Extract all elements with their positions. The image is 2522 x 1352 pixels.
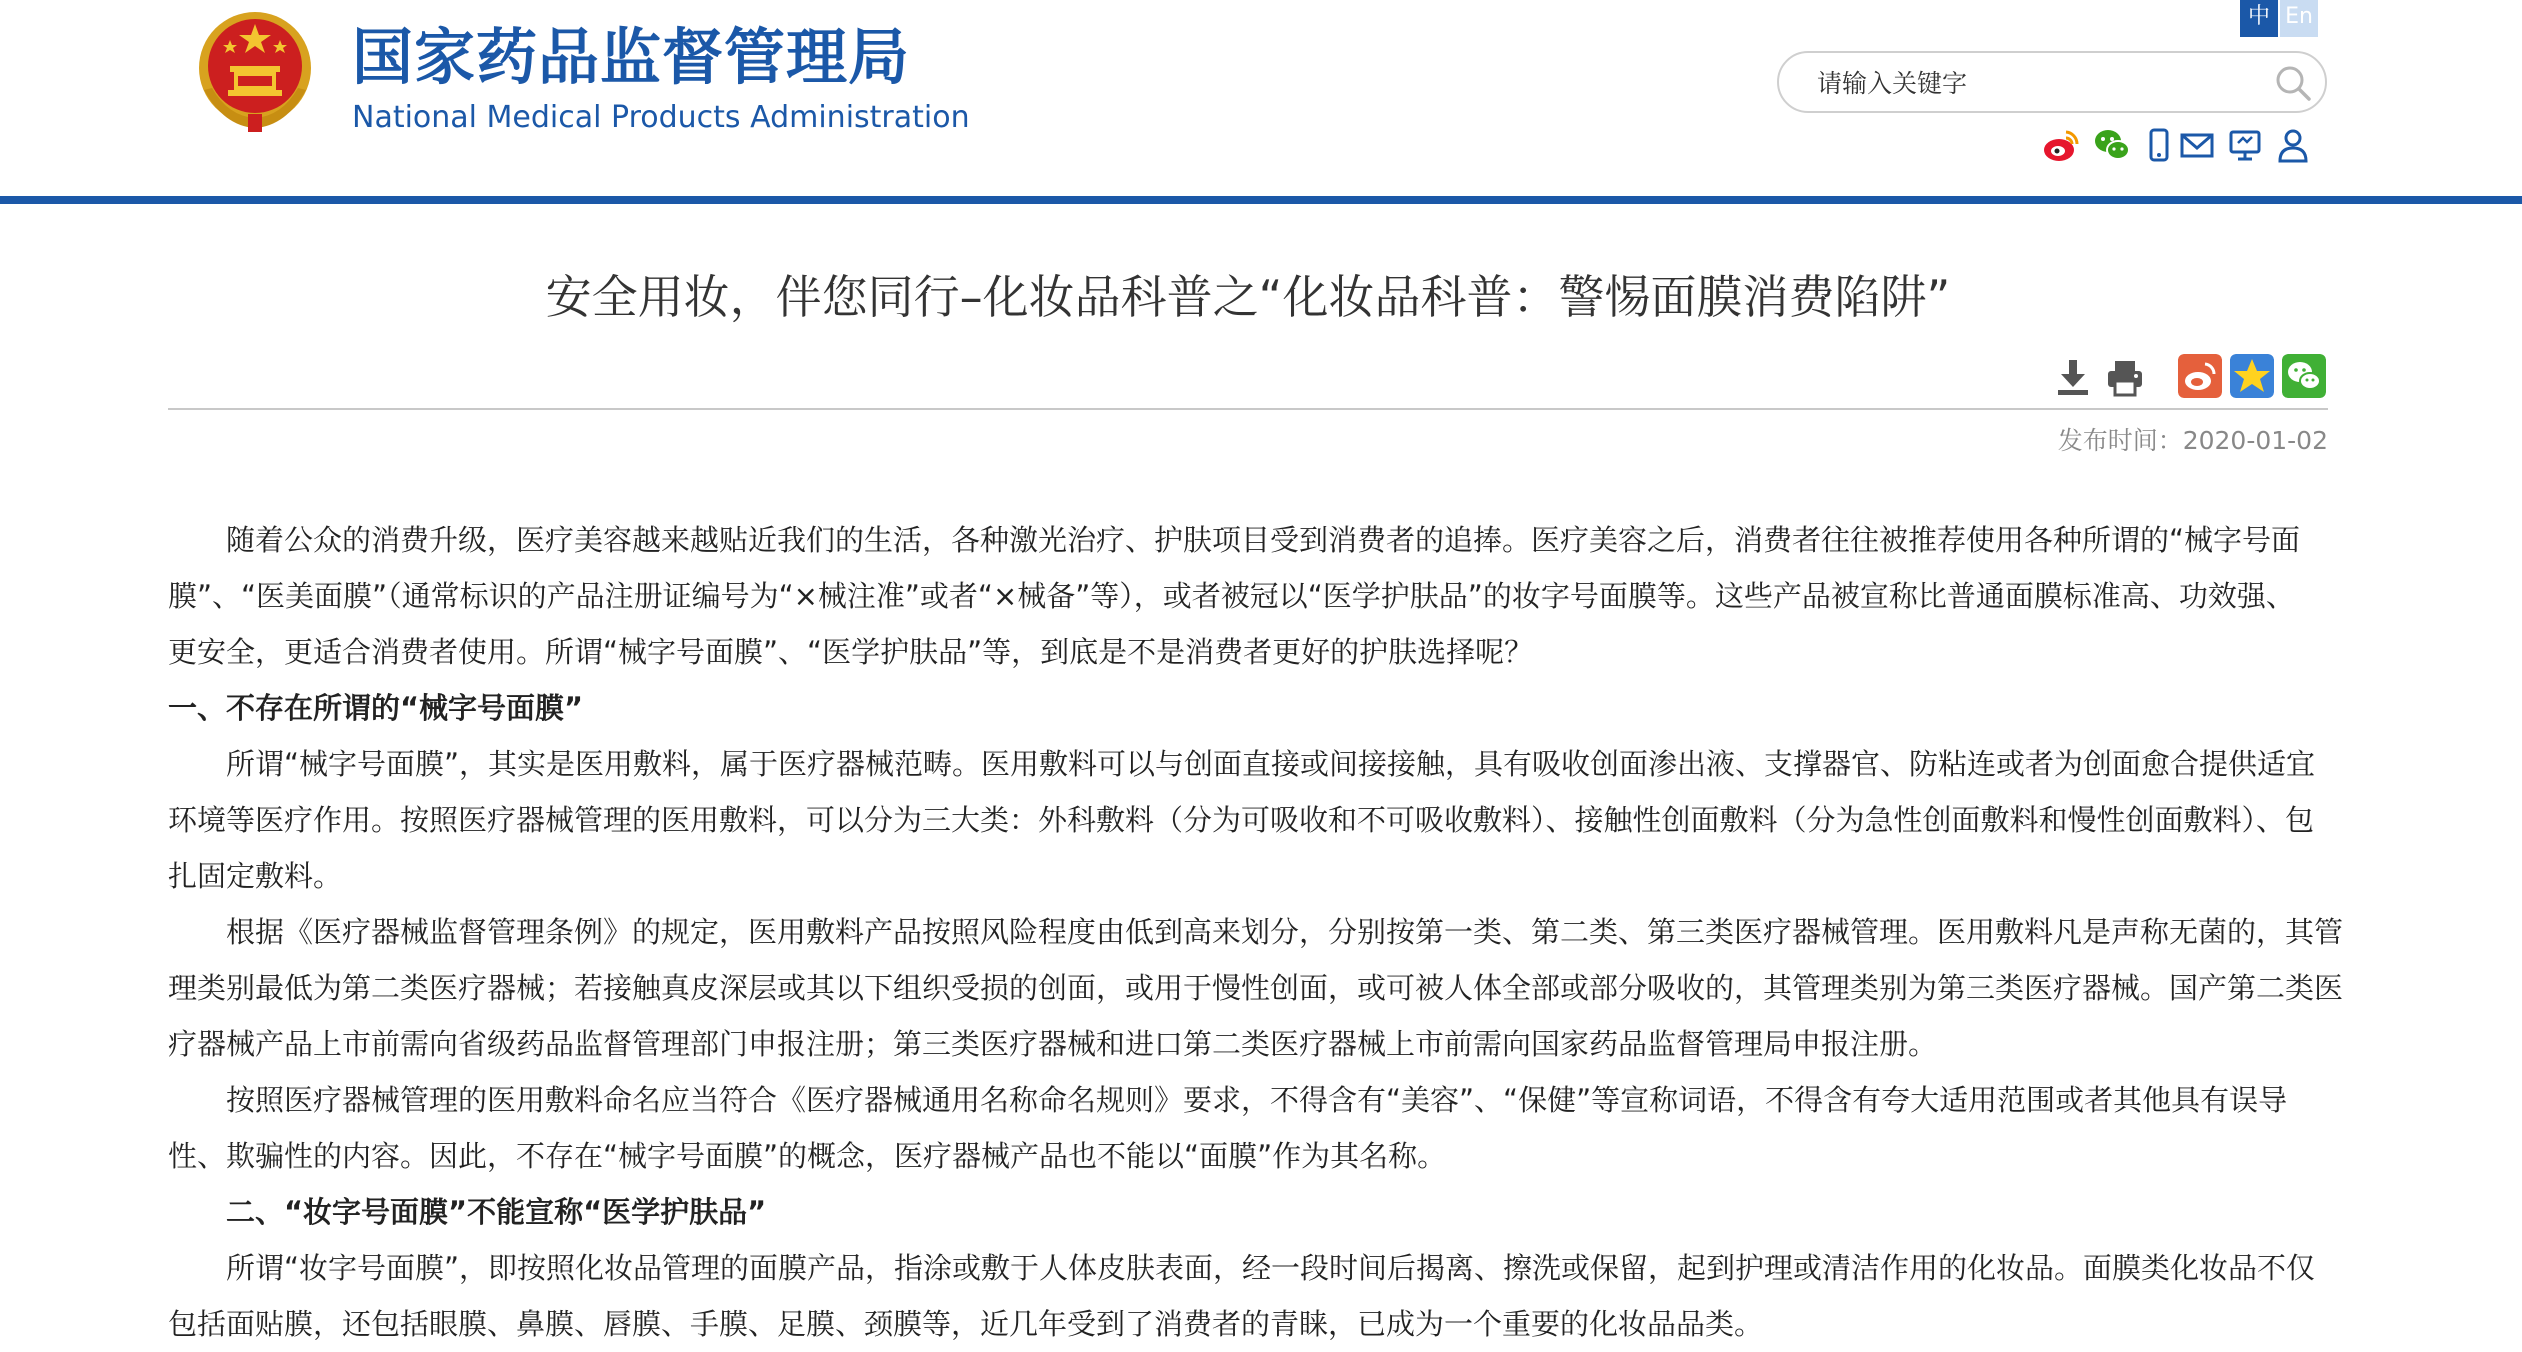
header-divider xyxy=(0,196,2522,204)
article-line: 随着公众的消费升级，医疗美容越来越贴近我们的生活，各种激光治疗、护肤项目受到消费者的追捧。医疗美容之后，消费者往往被推荐使用各种所谓的“械字号面 xyxy=(226,523,2301,557)
download-icon[interactable] xyxy=(2054,356,2092,398)
user-icon[interactable] xyxy=(2274,126,2312,164)
article-line: 理类别最低为第二类医疗器械；若接触真皮深层或其以下组织受损的创面，或用于慢性创面，或可被人体全部或部分吸收的，其管理类别为第三类医疗器械。国产第二类医 xyxy=(168,971,2344,1005)
national-emblem-icon[interactable] xyxy=(194,10,316,134)
article-line: 所谓“妆字号面膜”，即按照化妆品管理的面膜产品，指涂或敷于人体皮肤表面，经一段时间后揭离、擦洗或保留，起到护理或清洁作用的化妆品。面膜类化妆品不仅 xyxy=(226,1251,2316,1285)
wechat-share-icon[interactable] xyxy=(2282,354,2326,398)
section-heading: 一、不存在所谓的“械字号面膜” xyxy=(168,691,584,725)
language-zh-button[interactable]: 中 xyxy=(2240,0,2278,37)
article-line: 扎固定敷料。 xyxy=(168,859,343,893)
mobile-icon[interactable] xyxy=(2140,126,2178,164)
mail-icon[interactable] xyxy=(2178,126,2216,164)
article-line: 按照医疗器械管理的医用敷料命名应当符合《医疗器械通用名称命名规则》要求，不得含有“美容”、“保健”等宣称词语，不得含有夸大适用范围或者其他具有误导 xyxy=(226,1083,2288,1117)
site-name-en[interactable]: National Medical Products Administration xyxy=(352,100,970,135)
article-line: 环境等医疗作用。按照医疗器械管理的医用敷料，可以分为三大类：外科敷料（分为可吸收和不可吸收敷料）、接触性创面敷料（分为急性创面敷料和慢性创面敷料）、包 xyxy=(168,803,2315,837)
search-box xyxy=(1777,51,2327,113)
weibo-icon[interactable] xyxy=(2042,126,2080,164)
qzone-share-icon[interactable] xyxy=(2230,354,2274,398)
search-input[interactable] xyxy=(1815,61,2259,105)
monitor-icon[interactable] xyxy=(2226,126,2264,164)
search-icon[interactable] xyxy=(2273,63,2313,103)
article-line: 膜”、“医美面膜”（通常标识的产品注册证编号为“×械注准”或者“×械备”等），或者被冠以“医学护肤品”的妆字号面膜等。这些产品被宣称比普通面膜标准高、功效强、 xyxy=(168,579,2295,613)
title-divider xyxy=(168,408,2328,410)
wechat-icon[interactable] xyxy=(2093,126,2131,164)
article-body xyxy=(168,512,2344,1352)
weibo-share-icon[interactable] xyxy=(2178,354,2222,398)
publish-date: 发布时间：2020-01-02 xyxy=(2057,426,2328,455)
print-icon[interactable] xyxy=(2106,356,2144,398)
article-line: 所谓“械字号面膜”，其实是医用敷料，属于医疗器械范畴。医用敷料可以与创面直接或间接接触，具有吸收创面渗出液、支撑器官、防粘连或者为创面愈合提供适宜 xyxy=(226,747,2316,781)
article-line: 根据《医疗器械监督管理条例》的规定，医用敷料产品按照风险程度由低到高来划分，分别按第一类、第二类、第三类医疗器械管理。医用敷料凡是声称无菌的，其管 xyxy=(226,915,2344,949)
section-heading: 二、“妆字号面膜”不能宣称“医学护肤品” xyxy=(226,1195,767,1229)
site-name-cn[interactable]: 国家药品监督管理局 xyxy=(352,22,911,93)
language-en-button[interactable]: En xyxy=(2280,0,2318,37)
article-line: 包括面贴膜，还包括眼膜、鼻膜、唇膜、手膜、足膜、颈膜等，近几年受到了消费者的青睐，已成为一个重要的化妆品品类。 xyxy=(168,1307,1764,1341)
article-line: 性、欺骗性的内容。因此，不存在“械字号面膜”的概念，医疗器械产品也不能以“面膜”作为其名称。 xyxy=(168,1139,1447,1173)
article-line: 疗器械产品上市前需向省级药品监督管理部门申报注册；第三类医疗器械和进口第二类医疗器械上市前需向国家药品监督管理局申报注册。 xyxy=(168,1027,1938,1061)
site-header xyxy=(0,0,2522,196)
article-line: 更安全，更适合消费者使用。所谓“械字号面膜”、“医学护肤品”等，到底是不是消费者更好的护肤选择呢？ xyxy=(168,635,1534,669)
article-title: 安全用妆，伴您同行–化妆品科普之“化妆品科普：警惕面膜消费陷阱” xyxy=(545,270,1951,324)
